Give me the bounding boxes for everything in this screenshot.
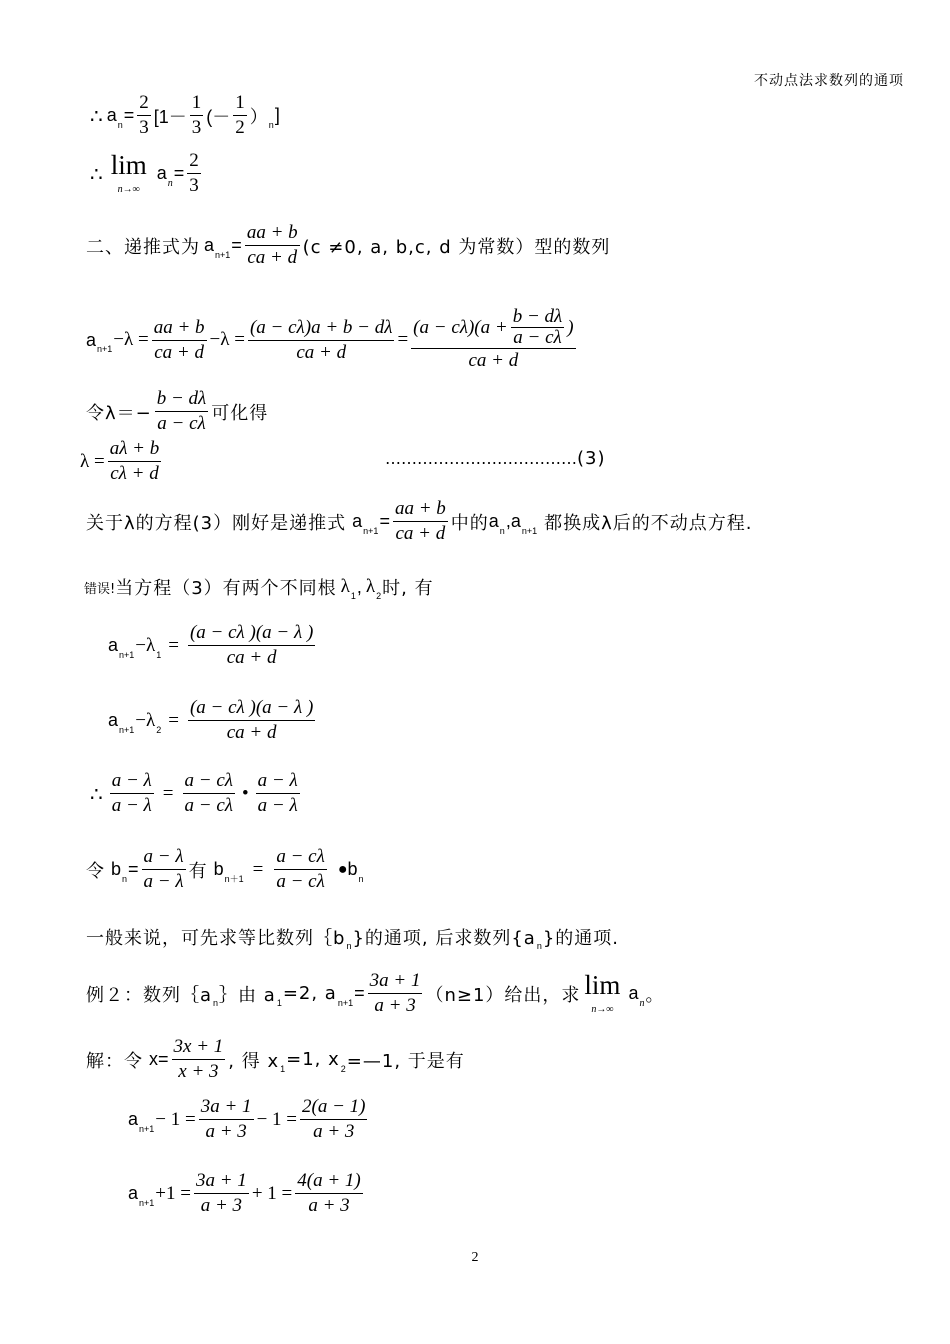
fraction: $\frac{aa + b}{ca + d}$	[246, 222, 298, 268]
derivation-formula: a n+1 −λ = $\frac{aa + b}{ca + d}$ −λ = $\frac{(a - c\lambda)a + b - d\lambda}{ca + d}$ = (a − cλ)(a + $\frac{b - d\lambda}{a - c\lambda}$ ) ca + d	[86, 306, 574, 371]
fixed-point-explanation: 关于λ的方程(3）刚好是递推式 a n+1 = $\frac{aa + b}{ca + d}$ 中的 a n , a n+1 都换成λ后的不动点方程.	[86, 498, 753, 544]
fraction: $\frac{2(a - 1)}{a + 3}$	[302, 1096, 366, 1142]
fraction: $\frac{b - d\lambda}{a - c\lambda}$	[512, 306, 563, 348]
therefore-symbol: ∴	[90, 781, 103, 806]
fraction: $\frac{b - d\lambda}{a - c\lambda}$	[156, 388, 207, 434]
equation-lambda2: a n+1 −λ 2 = $\frac{(a - c\lambda )(a - \lambda )}{ca + d}$	[108, 697, 314, 743]
section-heading: 二、递推式为 a n+1 = $\frac{aa + b}{ca + d}$ (c ≠0, a, b,c, d 为常数）型的数列	[86, 222, 611, 268]
general-remark: 一般来说，可先求等比数列｛b n }的通项, 后求数列{a n }的通项.	[86, 928, 620, 951]
fixed-point-equation: λ = $\frac{a\lambda + b}{c\lambda + d}$	[80, 438, 160, 484]
fraction: $\frac{a\lambda + b}{c\lambda + d}$	[109, 438, 160, 484]
example-2: 例２：数列｛a n ｝由 a 1 =2, a n+1 = $\frac{3a + 1}{a + 3}$ （n≥1）给出，求 lim n→∞ a n 。	[86, 970, 665, 1016]
define-bn: 令 b n = $\frac{a - \lambda}{a - \lambda}$ 有 b n＋1 = $\frac{a - c\lambda}{a - c\lambda}$ ● b n	[86, 846, 364, 892]
formula-an-closed-form: ∴ a n = $\frac{2}{3}$ [1－ $\frac{1}{3}$ (－ $\frac{1}{2}$ ） n ]	[90, 92, 280, 138]
running-header: 不动点法求数列的通项	[754, 73, 904, 89]
fraction: $\frac{a - \lambda}{a - \lambda}$	[111, 770, 152, 816]
fraction: $\frac{1}{3}$	[191, 92, 202, 138]
fraction: $\frac{3a + 1}{a + 3}$	[200, 1096, 252, 1142]
fraction: $\frac{3x + 1}{x + 3}$	[173, 1036, 224, 1082]
fraction: $\frac{(a - c\lambda )(a - \lambda )}{ca + d}$	[189, 622, 314, 668]
fraction: $\frac{a - c\lambda}{a - c\lambda}$	[184, 770, 233, 816]
fraction: $\frac{a - c\lambda}{a - c\lambda}$	[276, 846, 325, 892]
equation-lambda1: a n+1 −λ 1 = $\frac{(a - c\lambda )(a - \lambda )}{ca + d}$	[108, 622, 314, 668]
fraction: $\frac{(a - c\lambda)a + b - d\lambda}{ca + d}$	[249, 316, 393, 363]
fraction: $\frac{3a + 1}{a + 3}$	[195, 1170, 247, 1216]
fraction: $\frac{3a + 1}{a + 3}$	[369, 970, 421, 1016]
fraction: $\frac{2}{3}$	[189, 150, 199, 196]
therefore-symbol: ∴	[90, 161, 103, 186]
fraction: $\frac{a - \lambda}{a - \lambda}$	[143, 846, 184, 892]
fraction: $\frac{1}{2}$	[235, 92, 245, 138]
formula-limit: ∴ lim n→∞ a n = $\frac{2}{3}$	[90, 150, 199, 196]
fraction: (a − cλ)(a + $\frac{b - d\lambda}{a - c\lambda}$ ) ca + d	[413, 306, 574, 371]
error-marker: 错误!	[84, 581, 116, 597]
fraction: $\frac{(a - c\lambda )(a - \lambda )}{ca + d}$	[189, 697, 314, 743]
fraction: $\frac{a - \lambda}{a - \lambda}$	[257, 770, 298, 816]
fraction: $\frac{aa + b}{ca + d}$	[394, 498, 446, 544]
limit-operator: lim n→∞	[110, 150, 147, 195]
fraction: $\frac{4(a + 1)}{a + 3}$	[297, 1170, 361, 1216]
two-roots-case: 错误! 当方程（3）有两个不同根 λ 1 , λ 2 时, 有	[84, 576, 434, 601]
let-lambda: 令λ＝− $\frac{b - d\lambda}{a - c\lambda}$ 可化得	[86, 388, 269, 434]
therefore-symbol: ∴	[90, 103, 103, 128]
fraction: $\frac{2}{3}$	[139, 92, 149, 138]
solution-step-plus: a n+1 +1 = $\frac{3a + 1}{a + 3}$ + 1 = $\frac{4(a + 1)}{a + 3}$	[128, 1170, 361, 1216]
limit-operator: lim n→∞	[584, 970, 621, 1015]
page-number: 2	[471, 1250, 479, 1265]
solution-intro: 解：令 x= $\frac{3x + 1}{x + 3}$ , 得 x 1 =1, x 2 =—1, 于是有	[86, 1036, 465, 1082]
solution-step-minus: a n+1 − 1 = $\frac{3a + 1}{a + 3}$ − 1 = $\frac{2(a - 1)}{a + 3}$	[128, 1096, 366, 1142]
ratio-equation: ∴ $\frac{a - \lambda}{a - \lambda}$ = $\frac{a - c\lambda}{a - c\lambda}$ • $\frac{a - \lambda}{a - \lambda}$	[90, 770, 298, 816]
equation-label: ……………………………… (3)	[385, 448, 606, 469]
fraction: $\frac{aa + b}{ca + d}$	[153, 316, 205, 363]
